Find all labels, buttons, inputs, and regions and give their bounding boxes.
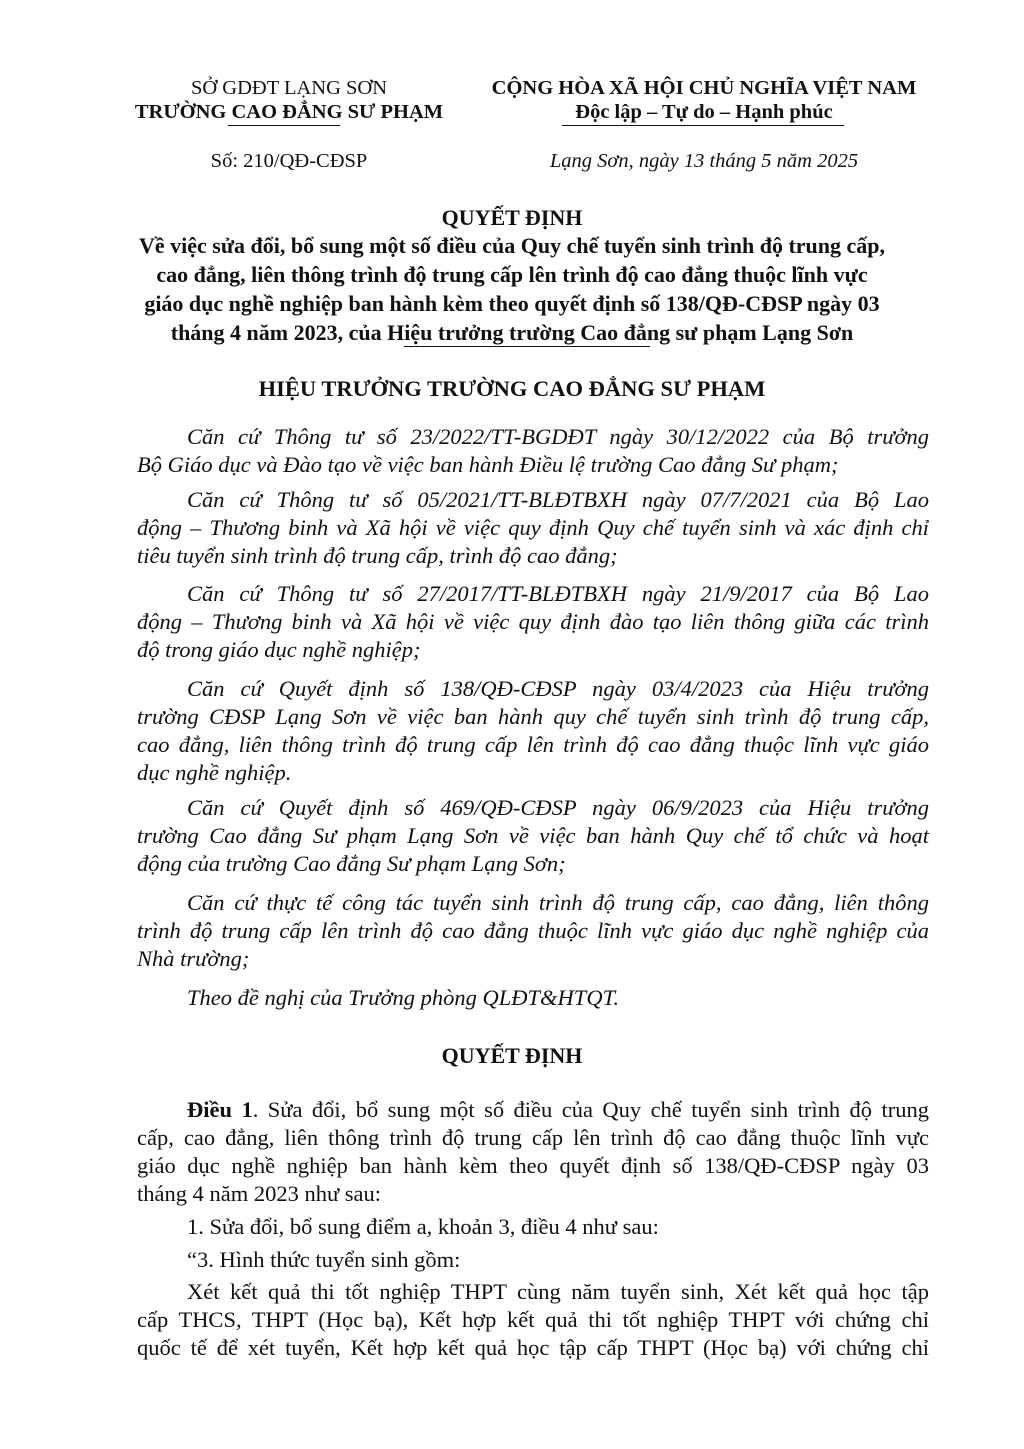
text-line: động – Thương binh và Xã hội về việc quy định Quy chế tuyển sinh và xác định chỉ bbox=[137, 515, 929, 540]
article-label: Điều 1 bbox=[187, 1097, 253, 1122]
place-date: Lạng Sơn, ngày 13 tháng 5 năm 2025 bbox=[549, 150, 859, 172]
text-line: Bộ Giáo dục và Đào tạo về việc ban hành Điều lệ trường Cao đẳng Sư phạm; bbox=[137, 452, 839, 477]
item-1 bbox=[137, 1213, 929, 1241]
title-subject-line: giáo dục nghề nghiệp ban hành kèm theo quyết định số 138/QĐ-CĐSP ngày 03 bbox=[144, 291, 880, 316]
title-subject-line: tháng 4 năm 2023, của Hiệu trưởng trường Cao đẳng sư phạm Lạng Sơn bbox=[170, 320, 854, 345]
title-underline bbox=[404, 346, 650, 347]
title-subject-line: Về việc sửa đổi, bổ sung một số điều của Quy chế tuyển sinh trình độ trung cấp, bbox=[138, 233, 886, 258]
legal-basis-paragraph bbox=[137, 486, 929, 570]
text-line: Theo đề nghị của Trưởng phòng QLĐT&HTQT. bbox=[187, 985, 620, 1010]
document-title: QUYẾT ĐỊNH bbox=[441, 205, 583, 230]
text-line: tháng 4 năm 2023 như sau: bbox=[137, 1181, 382, 1206]
legal-basis-paragraph bbox=[137, 675, 929, 787]
legal-basis-paragraph bbox=[137, 889, 929, 973]
text-line: Căn cứ Quyết định số 469/QĐ-CĐSP ngày 06/9/2023 của Hiệu trưởng bbox=[187, 795, 929, 820]
text-line: độ trong giáo dục nghề nghiệp; bbox=[137, 637, 421, 662]
text-line: động của trường Cao đẳng Sư phạm Lạng Sơn; bbox=[137, 851, 566, 876]
item-1-text bbox=[137, 1278, 929, 1362]
text-line: trường CĐSP Lạng Sơn về việc ban hành quy chế tuyển sinh trình độ trung cấp, bbox=[137, 704, 929, 729]
legal-basis-paragraph bbox=[137, 794, 929, 878]
school-name-underline bbox=[228, 125, 340, 126]
text-line: động – Thương binh và Xã hội về việc quy định đào tạo liên thông giữa các trình bbox=[137, 609, 929, 634]
text-line: tiêu tuyển sinh trình độ trung cấp, trình độ cao đẳng; bbox=[137, 543, 618, 568]
title-subject-line: cao đẳng, liên thông trình độ trung cấp lên trình độ cao đẳng thuộc lĩnh vực bbox=[156, 262, 868, 287]
text-line: quốc tế để xét tuyển, Kết hợp kết quả học tập cấp THPT (Học bạ) với chứng chỉ bbox=[137, 1335, 929, 1360]
national-motto: Độc lập – Tự do – Hạnh phúc bbox=[575, 101, 833, 123]
text-line: Nhà trường; bbox=[137, 946, 250, 971]
text-line: cao đẳng, liên thông trình độ trung cấp lên trình độ cao đẳng thuộc lĩnh vực giáo bbox=[137, 732, 929, 757]
item-1-quote bbox=[137, 1246, 929, 1274]
text-line: cấp, cao đẳng, liên thông trình độ trung cấp lên trình độ cao đẳng thuộc lĩnh vực bbox=[137, 1125, 929, 1150]
text-line: Căn cứ Thông tư số 23/2022/TT-BGDĐT ngày 30/12/2022 của Bộ trưởng bbox=[187, 424, 929, 449]
legal-basis-paragraph bbox=[137, 423, 929, 479]
text-line: Căn cứ Quyết định số 138/QĐ-CĐSP ngày 03/4/2023 của Hiệu trưởng bbox=[187, 676, 929, 701]
text-line: dục nghề nghiệp. bbox=[137, 760, 292, 785]
issuing-authority: HIỆU TRƯỞNG TRƯỜNG CAO ĐẲNG SƯ PHẠM bbox=[258, 376, 766, 401]
national-motto-underline bbox=[562, 125, 844, 126]
text-line: Căn cứ thực tế công tác tuyển sinh trình độ trung cấp, cao đẳng, liên thông bbox=[187, 890, 929, 915]
text-line: trường Cao đẳng Sư phạm Lạng Sơn về việc ban hành Quy chế tổ chức và hoạt bbox=[137, 823, 929, 848]
text-line: Xét kết quả thi tốt nghiệp THPT cùng năm tuyển sinh, Xét kết quả học tập bbox=[187, 1279, 929, 1304]
article-text: . Sửa đổi, bổ sung một số điều của Quy chế tuyển sinh trình độ trung bbox=[252, 1097, 929, 1122]
text-line: Căn cứ Thông tư số 27/2017/TT-BLĐTBXH ngày 21/9/2017 của Bộ Lao bbox=[187, 581, 929, 606]
school-name: TRƯỜNG CAO ĐẲNG SƯ PHẠM bbox=[134, 101, 444, 123]
article-1-paragraph bbox=[137, 1096, 929, 1208]
text-line: giáo dục nghề nghiệp ban hành kèm theo quyết định số 138/QĐ-CĐSP ngày 03 bbox=[137, 1153, 929, 1178]
text-line: trình độ trung cấp lên trình độ cao đẳng thuộc lĩnh vực giáo dục nghề nghiệp của bbox=[137, 918, 929, 943]
text-line: Căn cứ Thông tư số 05/2021/TT-BLĐTBXH ngày 07/7/2021 của Bộ Lao bbox=[187, 487, 929, 512]
proposal-paragraph bbox=[137, 984, 929, 1012]
decision-heading: QUYẾT ĐỊNH bbox=[441, 1043, 583, 1068]
national-title: CỘNG HÒA XÃ HỘI CHỦ NGHĨA VIỆT NAM bbox=[491, 77, 917, 99]
text-line: 1. Sửa đổi, bổ sung điểm a, khoản 3, điều 4 như sau: bbox=[187, 1214, 659, 1239]
text-line bbox=[137, 1096, 929, 1124]
document-number: Số: 210/QĐ-CĐSP bbox=[210, 150, 368, 172]
department-name: SỞ GDĐT LẠNG SƠN bbox=[190, 77, 388, 99]
text-line: cấp THCS, THPT (Học bạ), Kết hợp kết quả thi tốt nghiệp THPT với chứng chỉ bbox=[137, 1307, 929, 1332]
text-line: “3. Hình thức tuyển sinh gồm: bbox=[187, 1247, 461, 1272]
legal-basis-paragraph bbox=[137, 580, 929, 664]
